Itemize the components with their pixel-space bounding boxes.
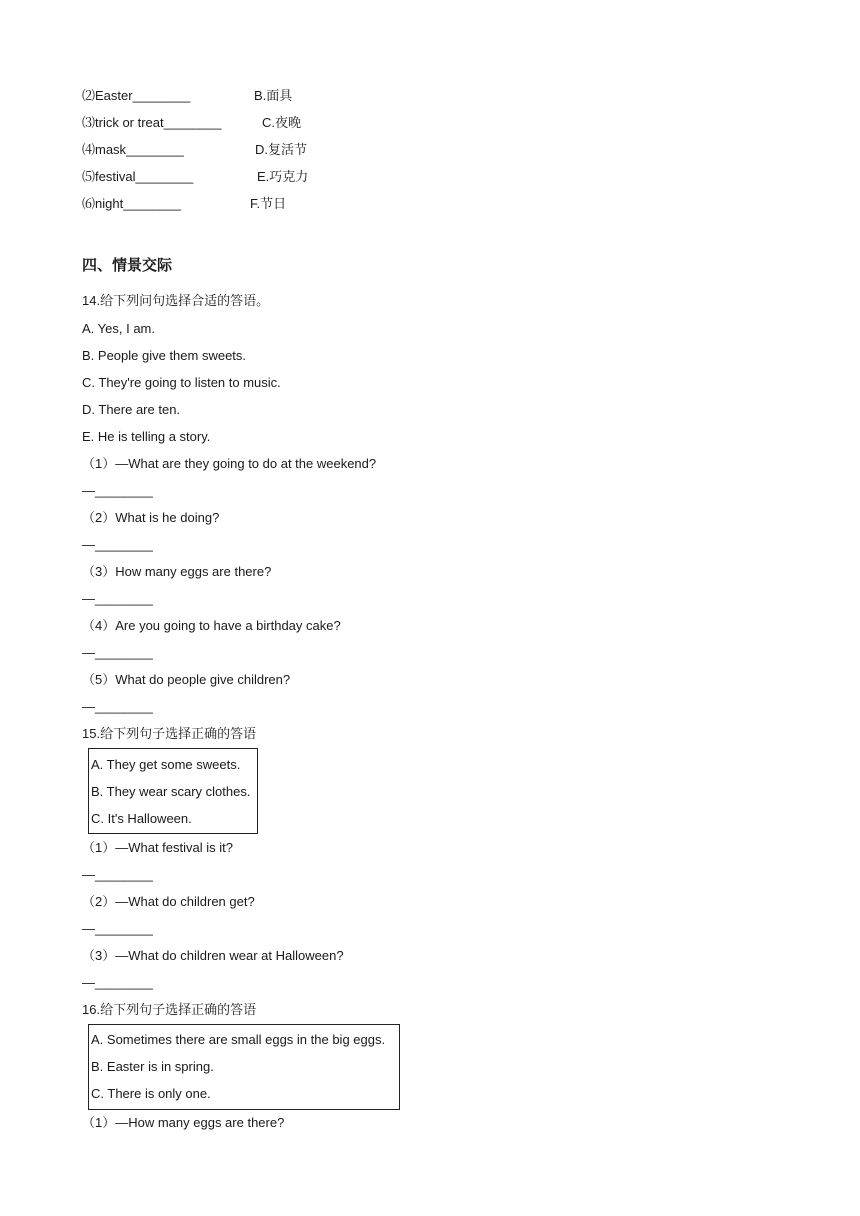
match-right-f: F.节日 bbox=[250, 196, 287, 211]
match-right-b: B.面具 bbox=[254, 88, 293, 103]
q16-option-b: B. Easter is in spring. bbox=[91, 1059, 214, 1074]
match-left-4: ⑷mask________ bbox=[82, 142, 184, 157]
match-left-5: ⑸festival________ bbox=[82, 169, 194, 184]
q14-item-1-question: （1）—What are they going to do at the weekend? bbox=[82, 456, 377, 471]
q14-item-5-answer-blank: —________ bbox=[82, 699, 153, 714]
q14-option-b: B. People give them sweets. bbox=[82, 348, 247, 363]
q15-option-c: C. It's Halloween. bbox=[91, 811, 192, 826]
q16-item-1-question: （1）—How many eggs are there? bbox=[82, 1115, 285, 1130]
q14-option-e: E. He is telling a story. bbox=[82, 429, 211, 444]
q15-item-1-question: （1）—What festival is it? bbox=[82, 840, 233, 855]
question-14-title: 14.给下列问句选择合适的答语。 bbox=[82, 293, 270, 308]
question-16-title: 16.给下列句子选择正确的答语 bbox=[82, 1002, 257, 1017]
q14-item-2-answer-blank: —________ bbox=[82, 537, 153, 552]
q14-item-4-answer-blank: —________ bbox=[82, 645, 153, 660]
match-right-c: C.夜晚 bbox=[262, 115, 302, 130]
q14-item-5-question: （5）What do people give children? bbox=[82, 672, 291, 687]
q15-item-1-answer-blank: —________ bbox=[82, 867, 153, 882]
match-right-d: D.复活节 bbox=[255, 142, 308, 157]
q16-options-box bbox=[88, 1024, 400, 1110]
q15-item-2-question: （2）—What do children get? bbox=[82, 894, 255, 909]
q16-option-c: C. There is only one. bbox=[91, 1086, 211, 1101]
match-right-e: E.巧克力 bbox=[257, 169, 309, 184]
q16-option-a: A. Sometimes there are small eggs in the big eggs. bbox=[91, 1032, 386, 1047]
q15-option-a: A. They get some sweets. bbox=[91, 757, 241, 772]
match-left-6: ⑹night________ bbox=[82, 196, 182, 211]
q15-item-2-answer-blank: —________ bbox=[82, 921, 153, 936]
q15-item-3-question: （3）—What do children wear at Halloween? bbox=[82, 948, 344, 963]
q14-option-c: C. They're going to listen to music. bbox=[82, 375, 281, 390]
q14-item-4-question: （4）Are you going to have a birthday cake? bbox=[82, 618, 341, 633]
q15-item-3-answer-blank: —________ bbox=[82, 975, 153, 990]
q14-item-1-answer-blank: —________ bbox=[82, 483, 153, 498]
section-title: 四、情景交际 bbox=[82, 257, 173, 274]
q14-option-d: D. There are ten. bbox=[82, 402, 181, 417]
match-left-3: ⑶trick or treat________ bbox=[82, 115, 222, 130]
q14-item-3-answer-blank: —________ bbox=[82, 591, 153, 606]
match-left-2: ⑵Easter________ bbox=[82, 88, 191, 103]
q14-option-a: A. Yes, I am. bbox=[82, 321, 155, 336]
q15-option-b: B. They wear scary clothes. bbox=[91, 784, 251, 799]
q14-item-3-question: （3）How many eggs are there? bbox=[82, 564, 272, 579]
q15-options-box bbox=[88, 748, 258, 834]
q14-item-2-question: （2）What is he doing? bbox=[82, 510, 220, 525]
question-15-title: 15.给下列句子选择正确的答语 bbox=[82, 726, 257, 741]
